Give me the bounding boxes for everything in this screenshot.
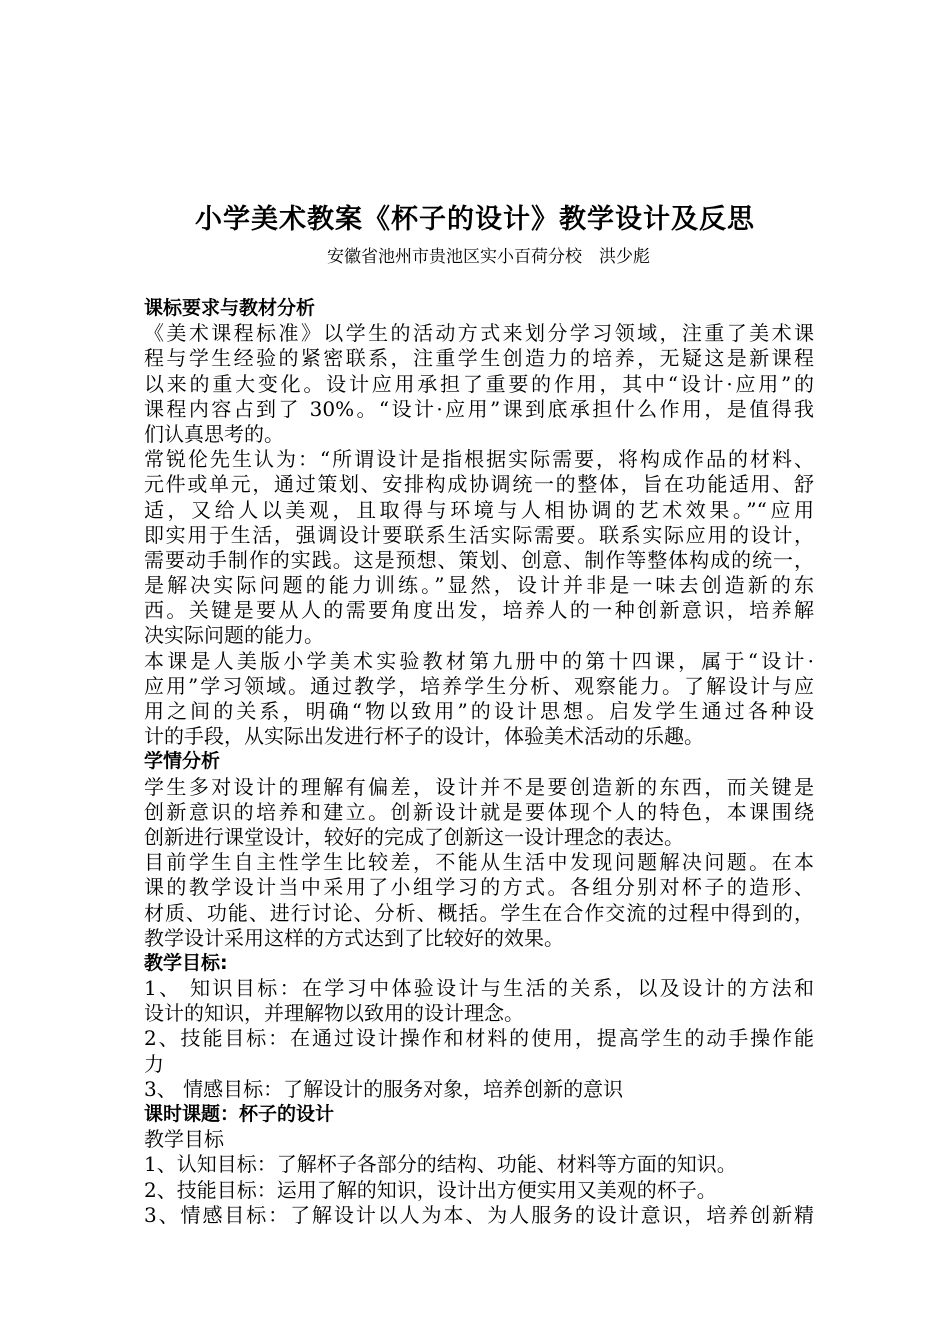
body-text-line: 力 <box>144 1051 164 1076</box>
author-line: 安徽省池州市贵池区实小百荷分校 洪少彪 <box>327 247 650 267</box>
body-text-line: 教学目标 <box>144 1127 224 1152</box>
body-text-line: 教学设计采用这样的方式达到了比较好的效果。 <box>144 925 564 950</box>
body-text-line: 计的手段，从实际出发进行杯子的设计，体验美术活动的乐趣。 <box>144 724 704 749</box>
body-text-line: 西。关键是要从人的需要角度出发，培养人的一种创新意识，培养解 <box>144 598 814 623</box>
body-text-line: 设计的知识，并理解物以致用的设计理念。 <box>144 1001 524 1026</box>
body-text-line: 以来的重大变化。设计应用承担了重要的作用，其中“设计·应用”的 <box>144 371 814 396</box>
body-text-line: 需要动手制作的实践。这是预想、策划、创意、制作等整体构成的统一， <box>144 547 814 572</box>
body-text-line: 本课是人美版小学美术实验教材第九册中的第十四课，属于“设计· <box>144 648 814 673</box>
section-heading: 课标要求与教材分析 <box>144 297 316 319</box>
body-text-line: 3、 情感目标：了解设计的服务对象，培养创新的意识 <box>144 1076 624 1101</box>
body-text-line: 元件或单元，通过策划、安排构成协调统一的整体，旨在功能适用、舒 <box>144 472 814 497</box>
body-text-line: 适，又给人以美观，且取得与环境与人相协调的艺术效果。”“应用 <box>144 497 814 522</box>
section-heading: 学情分析 <box>144 750 221 773</box>
body-text-line: 常锐伦先生认为：“所谓设计是指根据实际需要，将构成作品的材料、 <box>144 447 814 472</box>
body-text-line: 创新进行课堂设计，较好的完成了创新这一设计理念的表达。 <box>144 824 684 849</box>
body-text-line: 目前学生自主性学生比较差，不能从生活中发现问题解决问题。在本 <box>144 850 814 875</box>
body-text-line: 2、技能目标：运用了解的知识，设计出方便实用又美观的杯子。 <box>144 1177 717 1202</box>
body-text-line: 课程内容占到了 30%。“设计·应用”课到底承担什么作用，是值得我 <box>144 396 814 421</box>
body-text-line: 1、 知识目标：在学习中体验设计与生活的关系，以及设计的方法和 <box>144 976 814 1001</box>
document-body <box>144 296 814 1228</box>
body-text-line: 《美术课程标准》以学生的活动方式来划分学习领域，注重了美术课 <box>144 321 814 346</box>
body-text-line: 3、情感目标：了解设计以人为本、为人服务的设计意识，培养创新精 <box>144 1202 814 1227</box>
body-text-line: 学生多对设计的理解有偏差，设计并不是要创造新的东西，而关键是 <box>144 774 814 799</box>
body-text-line: 材质、功能、进行讨论、分析、概括。学生在合作交流的过程中得到的， <box>144 900 814 925</box>
body-text-line: 用之间的关系，明确“物以致用”的设计思想。启发学生通过各种设 <box>144 699 814 723</box>
body-text-line: 2、技能目标：在通过设计操作和材料的使用，提高学生的动手操作能 <box>144 1026 814 1051</box>
body-text-line: 1、认知目标：了解杯子各部分的结构、功能、材料等方面的知识。 <box>144 1152 737 1177</box>
document-title: 小学美术教案《杯子的设计》教学设计及反思 <box>195 204 755 235</box>
section-heading: 课时课题：杯子的设计 <box>144 1103 335 1125</box>
section-heading: 教学目标: <box>144 951 228 974</box>
body-text-line: 即实用于生活，强调设计要联系生活实际需要。联系实际应用的设计， <box>144 522 814 547</box>
body-text-line: 程与学生经验的紧密联系，注重学生创造力的培养，无疑这是新课程 <box>144 346 814 371</box>
body-text-line: 课的教学设计当中采用了小组学习的方式。各组分别对杯子的造形、 <box>144 875 814 900</box>
body-text-line: 创新意识的培养和建立。创新设计就是要体现个人的特色，本课围绕 <box>144 799 814 824</box>
body-text-line: 应用”学习领域。通过教学，培养学生分析、观察能力。了解设计与应 <box>144 673 814 698</box>
body-text-line: 决实际问题的能力。 <box>144 623 324 648</box>
body-text-line: 是解决实际问题的能力训练。”显然，设计并非是一味去创造新的东 <box>144 573 814 598</box>
body-text-line: 们认真思考的。 <box>144 421 284 446</box>
